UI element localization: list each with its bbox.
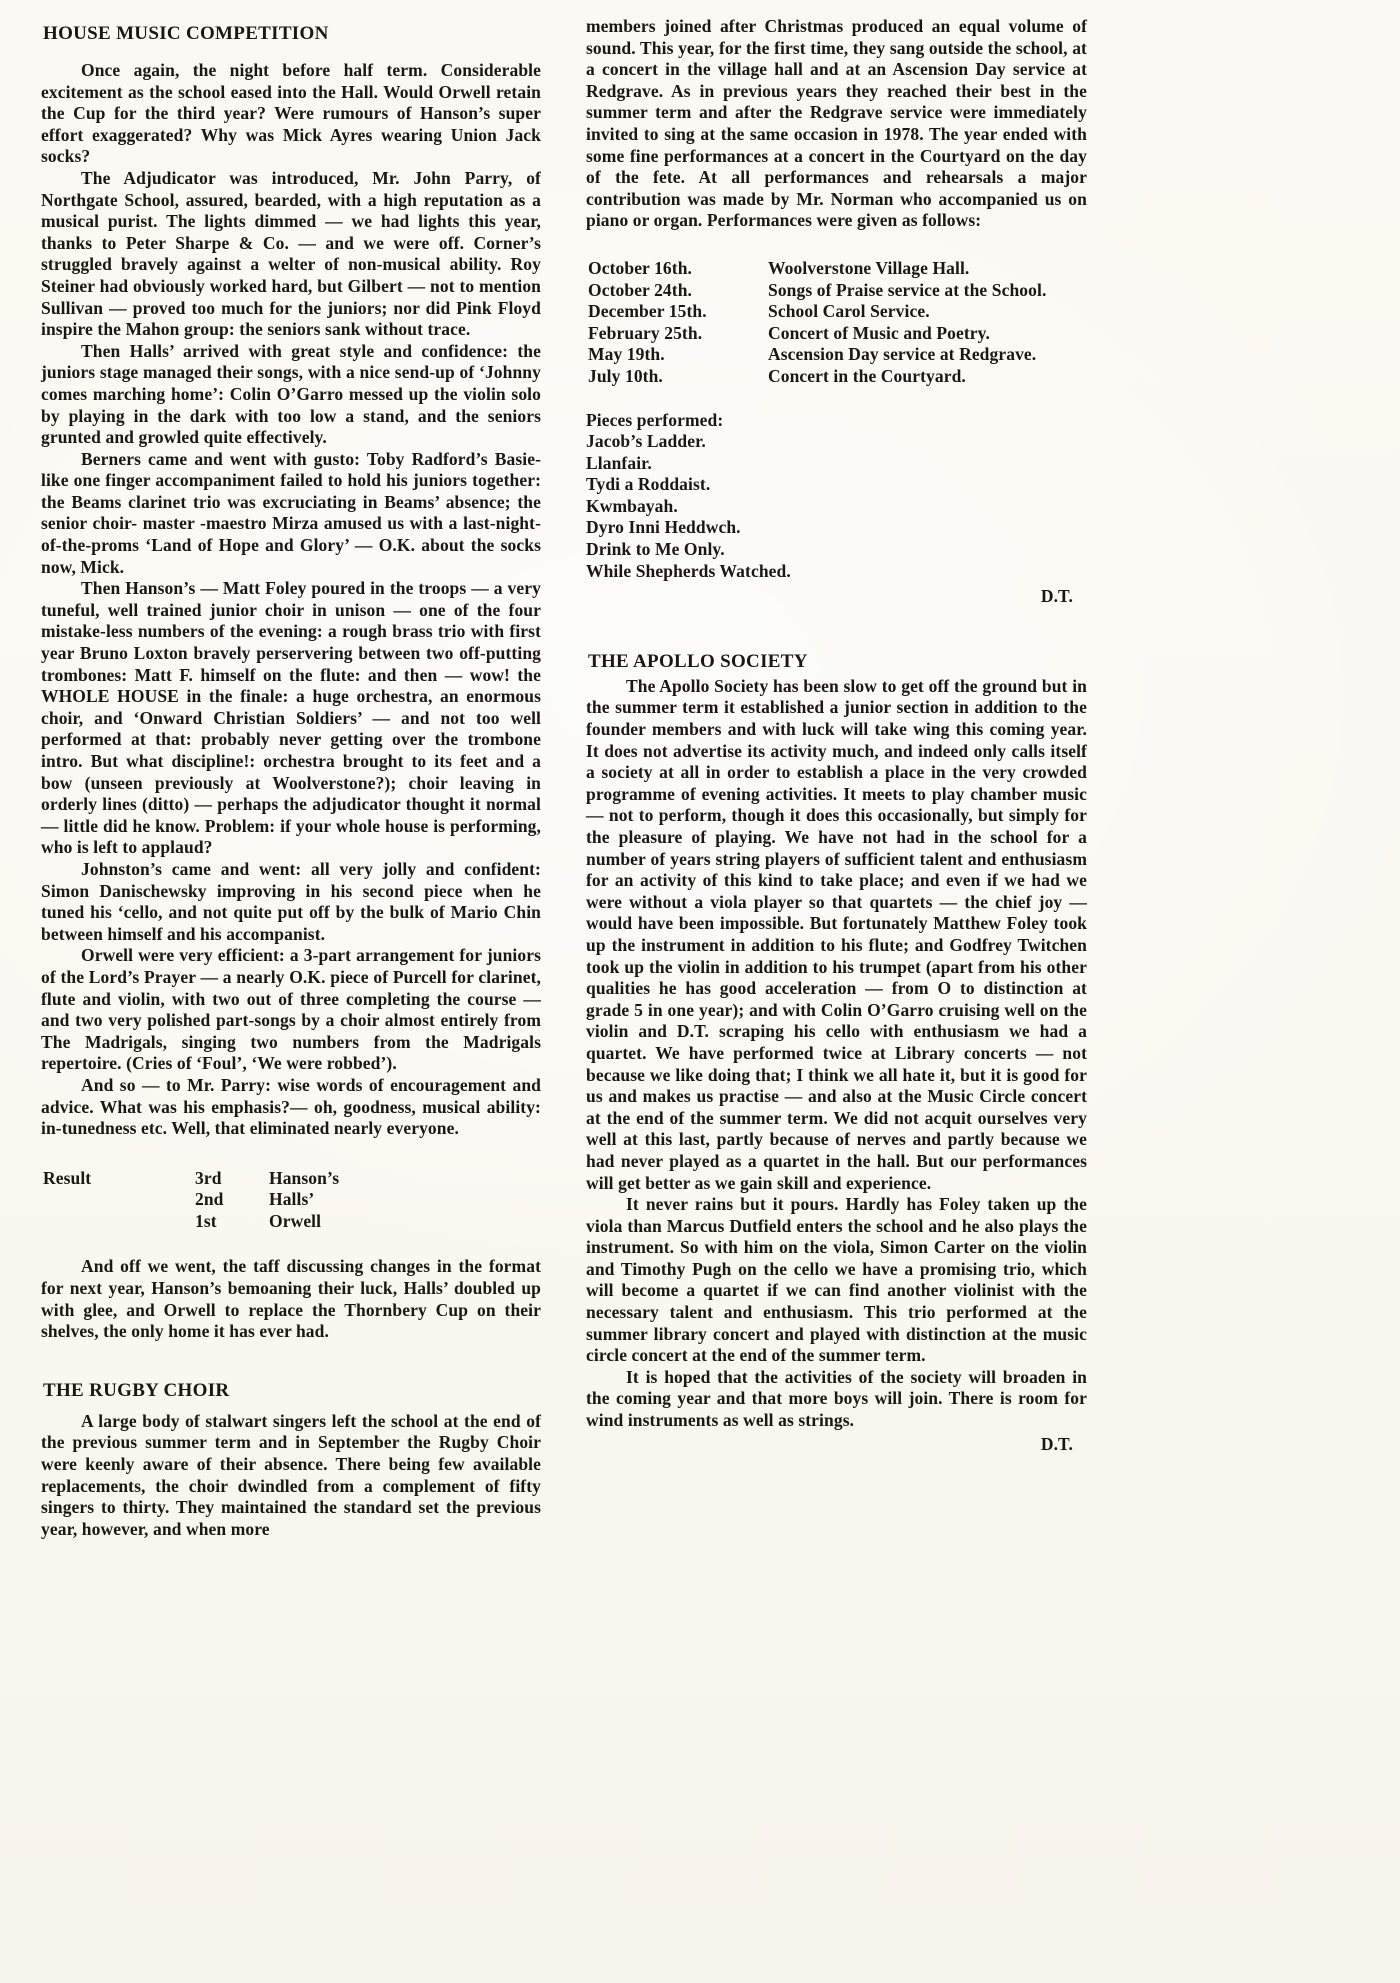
result-house: Orwell (269, 1210, 322, 1231)
paragraph: Johnston’s came and went: all very jolly and confident: Simon Danischewsky improving in his second piece when he tuned his ‘cello, and not quite put off by the bulk of Mario Chin between himself and his accompanist. (41, 858, 541, 944)
paragraph: Then Halls’ arrived with great style and confidence: the juniors stage managed their songs, with a nice send-up of ‘Johnny comes marching home’: Colin O’Garro messed up the violin solo by playing in the dark with too low a stand, and the seniors grunted and growled quite effectively. (41, 340, 541, 448)
schedule-date: October 24th. (588, 279, 693, 300)
paragraph: Once again, the night before half term. Considerable excitement as the school eased into the Hall. Would Orwell retain the Cup for the third year? Were rumours of Hanson’s super effort exaggerated? Why was Mick Ayres wearing Union Jack socks? (41, 60, 541, 167)
right-column (586, 16, 1087, 1455)
paragraph: Then Hanson’s — Matt Foley poured in the troops — a very tuneful, well trained junior choir in unison — one of the four mistake-less numbers of the evening: a rough brass trio with first year Bruno Loxton bravely perservering between two off-putting trombones: Matt F. himself on the flute: and then — wow! the WHOLE HOUSE in the finale: a huge orchestra, an enormous choir, and ‘Onward Christian Soldiers’ — and not too well performed at that: probably never getting over the trombone intro. But what discipline!: orchestra brought to its feet and a bow (unseen previously at Woolverstone?); choir leaving in orderly lines (ditto) — perhaps the adjudicator thought it normal — little did he know. Problem: if your whole house is performing, who is left to applaud? (41, 578, 541, 858)
paragraph: And so — to Mr. Parry: wise words of encouragement and advice. What was his emphasis?— oh, goodness, musical ability: in-tunedness etc. Well, that eliminated nearly everyone. (41, 1074, 541, 1139)
result-rows (195, 1168, 339, 1233)
author-initials: D.T. (1040, 1433, 1073, 1454)
list-item: Tydi a Roddaist. (586, 474, 711, 495)
left-column (41, 22, 541, 1540)
schedule-event: Concert in the Courtyard. (768, 365, 966, 386)
pieces-list (586, 410, 1087, 583)
table-row (588, 280, 1087, 302)
result-place: 2nd (195, 1189, 224, 1210)
schedule-date: July 10th. (588, 365, 663, 386)
result-house: Hanson’s (269, 1167, 340, 1188)
table-row (195, 1168, 339, 1190)
schedule-date: October 16th. (588, 257, 693, 278)
article-heading-rugby-choir: THE RUGBY CHOIR (43, 1379, 230, 1401)
schedule-event: Woolverstone Village Hall. (768, 257, 970, 278)
schedule-date: December 15th. (588, 301, 707, 322)
pieces-header: Pieces performed: (586, 409, 724, 430)
table-row (588, 366, 1087, 388)
paragraph: The Adjudicator was introduced, Mr. John Parry, of Northgate School, assured, bearded, with a high reputation as a musical purist. The lights dimmed — we had lights this year, thanks to Peter Sharpe & Co. — and we were off. Corner’s struggled bravely against a welter of non-musical ability. Roy Steiner had obviously worked hard, but Gilbert — not to mention Sullivan — proved too much for the juniors; nor did Pink Floyd inspire the Mahon group: the seniors sank without trace. (41, 167, 541, 340)
table-row (588, 258, 1087, 280)
schedule-event: School Carol Service. (768, 301, 930, 322)
schedule-date: May 19th. (588, 344, 665, 365)
result-place: 1st (195, 1210, 217, 1231)
result-house: Halls’ (269, 1189, 315, 1210)
schedule-event: Ascension Day service at Redgrave. (768, 344, 1037, 365)
list-item: Dyro Inni Heddwch. (586, 517, 741, 538)
paragraph: The Apollo Society has been slow to get off the ground but in the summer term it established a junior section in addition to the founder members and with luck will take wing this coming year. It does not advertise its activity much, and indeed only calls itself a society at all in order to establish a place in the very crowded programme of evening activities. It meets to play chamber music — not to perform, though it does this occasionally, but simply for the pleasure of playing. We have not had in the school for a number of years string players of sufficient talent and enthusiasm for an activity of this kind to take place; and even if we had we were without a viola player so that quartets — the chief joy — would have been impossible. But fortunately Matthew Foley took up the instrument in addition to his flute; and Godfrey Twitchen took up the violin in addition to his trumpet (apart from his other qualities he has good acceleration — from O to distinction at grade 5 in one year); and with Colin O’Garro cruising well on the violin and D.T. scraping his cello with enthusiasm we had a quartet. We have performed twice at Library concerts — not because we like doing that; I think we all hate it, but it is good for us and makes us practise — and also at the Music Circle concert at the end of the summer term. We did not acquit ourselves very well at this last, partly because of nerves and partly because we had never played as a quartet in the hall. But our performances will get better as we gain skill and experience. (586, 675, 1087, 1193)
list-item: Llanfair. (586, 452, 652, 473)
table-row (195, 1189, 339, 1211)
result-label: Result (43, 1167, 92, 1188)
schedule-event: Songs of Praise service at the School. (768, 279, 1047, 300)
table-row (195, 1211, 339, 1233)
performance-schedule (588, 258, 1087, 388)
list-item: Jacob’s Ladder. (586, 431, 706, 452)
list-item: Drink to Me Only. (586, 539, 725, 560)
table-row (588, 344, 1087, 366)
paragraph: And off we went, the taff discussing changes in the format for next year, Hanson’s bemoaning their luck, Halls’ doubled up with glee, and Orwell to replace the Thornbery Cup on their shelves, the only home it has ever had. (41, 1256, 541, 1342)
paragraph: members joined after Christmas produced an equal volume of sound. This year, for the first time, they sang outside the school, at a concert in the village hall and at an Ascension Day service at Redgrave. As in previous years they reached their best in the summer term and after the Redgrave service were immediately invited to sing at the same occasion in 1978. The year ended with some fine performances at a concert in the Courtyard on the day of the fete. At all performances and rehearsals a major contribution was made by Mr. Norman who accompanied us on piano or organ. Performances were given as follows: (586, 16, 1087, 231)
result-table (43, 1168, 541, 1233)
result-place: 3rd (195, 1167, 222, 1188)
table-row (588, 323, 1087, 345)
paragraph: It is hoped that the activities of the society will broaden in the coming year and that more boys will join. There is room for wind instruments as well as strings. (586, 1366, 1087, 1431)
table-row (588, 301, 1087, 323)
schedule-event: Concert of Music and Poetry. (768, 322, 990, 343)
schedule-date: February 25th. (588, 322, 703, 343)
article-heading-house-music: HOUSE MUSIC COMPETITION (43, 23, 329, 44)
author-initials: D.T. (1040, 586, 1073, 607)
paragraph: Berners came and went with gusto: Toby Radford’s Basie-like one finger accompaniment failed to hold his juniors together: the Beams clarinet trio was excruciating in Beams’ absence; the senior choir- master -maestro Mirza amused us with a last-night-of-the-proms ‘Land of Hope and Glory’ — O.K. about the socks now, Mick. (41, 448, 541, 577)
paragraph: Orwell were very efficient: a 3-part arrangement for juniors of the Lord’s Prayer — a nearly O.K. piece of Purcell for clarinet, flute and violin, with two out of three completing the course — and two very polished part-songs by a choir almost entirely from The Madrigals, singing two numbers from the Madrigals repertoire. (Cries of ‘Foul’, ‘We were robbed’). (41, 945, 541, 1074)
list-item: While Shepherds Watched. (586, 560, 791, 581)
paragraph: A large body of stalwart singers left the school at the end of the previous summer term and in September the Rugby Choir were keenly aware of their absence. There being few available replacements, the choir dwindled from a complement of fifty singers to thirty. They maintained the standard set the previous year, however, and when more (41, 1410, 541, 1539)
list-item: Kwmbayah. (586, 495, 678, 516)
article-heading-apollo-society: THE APOLLO SOCIETY (588, 650, 808, 672)
paragraph: It never rains but it pours. Hardly has Foley taken up the viola than Marcus Dutfield enters the school and he also plays the instrument. So with him on the viola, Simon Carter on the violin and Timothy Pugh on the cello we have a promising trio, which will become a quartet if we can find another violinist with the necessary talent and enthusiasm. This trio performed at the summer library concert and played with distinction at the music circle concert at the end of the summer term. (586, 1194, 1087, 1366)
